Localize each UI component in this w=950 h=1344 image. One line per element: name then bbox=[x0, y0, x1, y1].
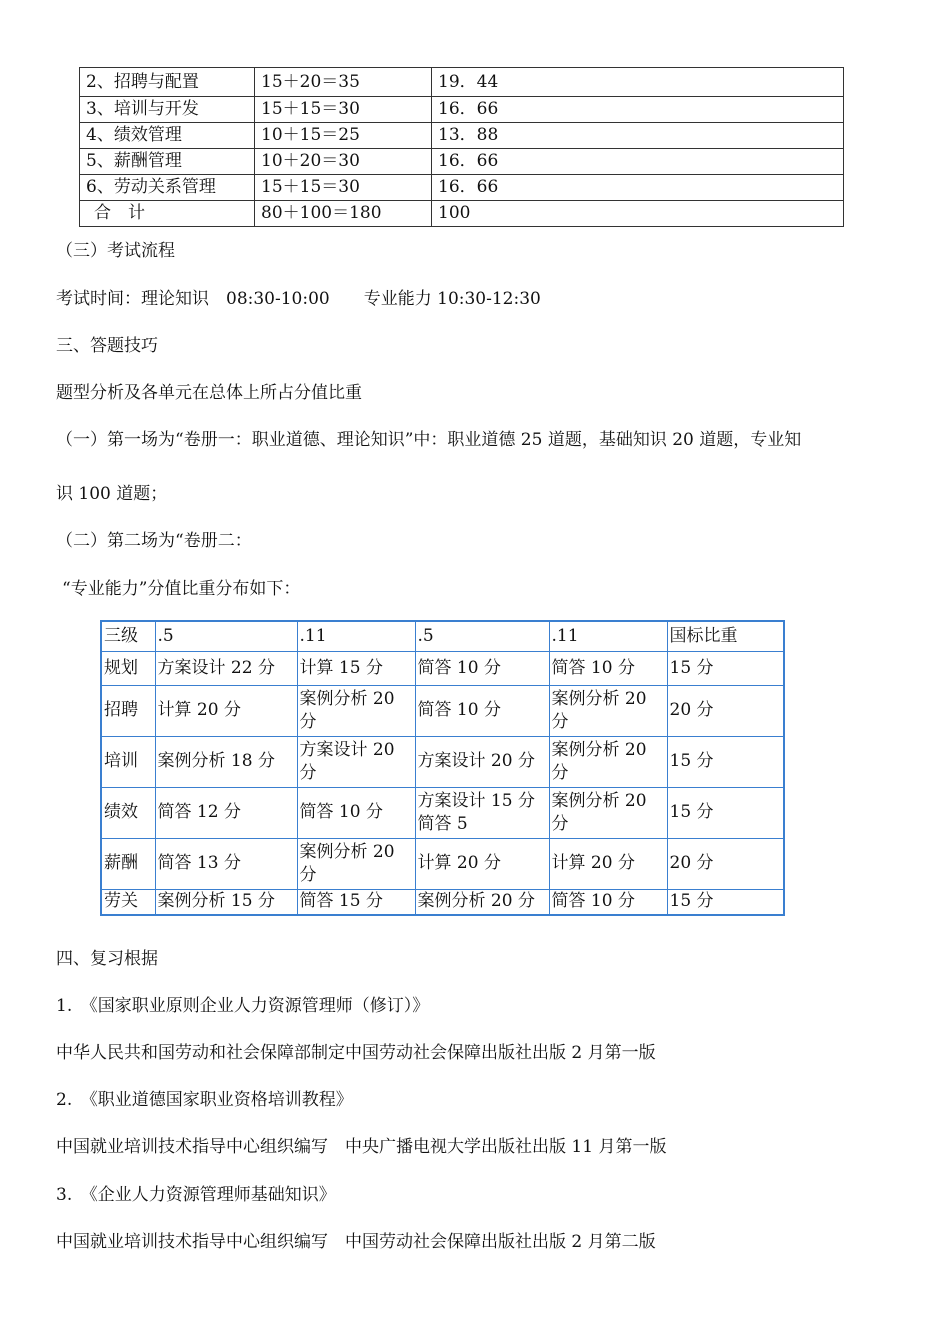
table-cell: 方案设计 15 分 简答 5 bbox=[415, 787, 549, 838]
table-cell: 16．66 bbox=[432, 97, 844, 123]
table-cell: 案例分析 15 分 bbox=[155, 889, 297, 915]
table-row bbox=[101, 838, 784, 889]
reference-3-desc: 中国就业培训技术指导中心组织编写 中国劳动社会保障出版社出版 2 月第二版 bbox=[56, 1232, 656, 1252]
table-cell: 案例分析 18 分 bbox=[155, 736, 297, 787]
heading-exam-flow: （三）考试流程 bbox=[56, 241, 175, 261]
table-row bbox=[80, 149, 844, 175]
reference-1-title: 1. 《国家职业原则企业人力资源管理师（修订）》 bbox=[56, 996, 430, 1016]
table-row bbox=[101, 651, 784, 685]
table-cell: 绩效 bbox=[101, 787, 155, 838]
table-cell: 4、绩效管理 bbox=[80, 123, 255, 149]
reference-2-title: 2. 《职业道德国家职业资格培训教程》 bbox=[56, 1090, 353, 1110]
table-row bbox=[101, 889, 784, 915]
table-cell: 15 分 bbox=[667, 787, 784, 838]
table-cell: 80＋100＝180 bbox=[255, 201, 432, 227]
table-cell: 简答 15 分 bbox=[297, 889, 415, 915]
table-cell: 10＋20＝30 bbox=[255, 149, 432, 175]
table-cell: 培训 bbox=[101, 736, 155, 787]
table-cell: 简答 10 分 bbox=[415, 685, 549, 736]
table-header-cell: .11 bbox=[549, 621, 667, 651]
table-cell: 薪酬 bbox=[101, 838, 155, 889]
table-cell: 15 分 bbox=[667, 889, 784, 915]
heading-review-basis: 四、复习根据 bbox=[56, 949, 158, 969]
table-cell: 案例分析 20 分 bbox=[549, 787, 667, 838]
table-cell: 方案设计 22 分 bbox=[155, 651, 297, 685]
table-cell: 5、薪酬管理 bbox=[80, 149, 255, 175]
table-cell: 招聘 bbox=[101, 685, 155, 736]
table-cell: 劳关 bbox=[101, 889, 155, 915]
table-cell: 13．88 bbox=[432, 123, 844, 149]
score-allocation-table bbox=[79, 67, 844, 227]
table-cell: 合 计 bbox=[80, 201, 255, 227]
reference-2-desc: 中国就业培训技术指导中心组织编写 中央广播电视大学出版社出版 11 月第一版 bbox=[56, 1137, 667, 1157]
table-row bbox=[80, 123, 844, 149]
ability-score-table bbox=[100, 620, 785, 916]
second-session-text: （二）第二场为“卷册二： bbox=[56, 531, 252, 551]
table-cell: 计算 20 分 bbox=[155, 685, 297, 736]
table-header-cell: 国标比重 bbox=[667, 621, 784, 651]
heading-answer-tips: 三、答题技巧 bbox=[56, 336, 158, 356]
table-cell: 20 分 bbox=[667, 685, 784, 736]
table-cell: 20 分 bbox=[667, 838, 784, 889]
table-cell: 简答 12 分 bbox=[155, 787, 297, 838]
table-cell: 15＋15＝30 bbox=[255, 175, 432, 201]
table-row bbox=[80, 97, 844, 123]
table-cell: 15 分 bbox=[667, 651, 784, 685]
table-cell: 15＋15＝30 bbox=[255, 97, 432, 123]
table-cell: 15＋20＝35 bbox=[255, 68, 432, 97]
analysis-text: 题型分析及各单元在总体上所占分值比重 bbox=[56, 383, 362, 403]
table-cell: 计算 20 分 bbox=[549, 838, 667, 889]
table-cell: 16．66 bbox=[432, 175, 844, 201]
exam-time-text: 考试时间：理论知识 08:30-10:00 专业能力 10:30-12:30 bbox=[56, 289, 541, 309]
reference-3-title: 3. 《企业人力资源管理师基础知识》 bbox=[56, 1185, 336, 1205]
table-header-cell: .11 bbox=[297, 621, 415, 651]
first-session-text: （一）第一场为“卷册一：职业道德、理论知识”中：职业道德 25 道题，基础知识 20 道题，专业知 bbox=[56, 430, 802, 450]
ability-intro-text: “专业能力”分值比重分布如下： bbox=[62, 579, 301, 599]
table-header-row bbox=[101, 621, 784, 651]
table-cell: 简答 13 分 bbox=[155, 838, 297, 889]
table-cell: 简答 10 分 bbox=[415, 651, 549, 685]
table-header-cell: 三级 bbox=[101, 621, 155, 651]
first-session-text-cont: 识 100 道题； bbox=[56, 484, 168, 504]
table-cell: 2、招聘与配置 bbox=[80, 68, 255, 97]
table-row bbox=[101, 685, 784, 736]
table-row bbox=[80, 68, 844, 97]
table-row bbox=[101, 736, 784, 787]
table-cell: 15 分 bbox=[667, 736, 784, 787]
table-cell: 简答 10 分 bbox=[549, 889, 667, 915]
table-cell: 规划 bbox=[101, 651, 155, 685]
table-cell: 案例分析 20 分 bbox=[297, 838, 415, 889]
table-cell: 10＋15＝25 bbox=[255, 123, 432, 149]
table-header-cell: .5 bbox=[415, 621, 549, 651]
table-cell: 6、劳动关系管理 bbox=[80, 175, 255, 201]
reference-1-desc: 中华人民共和国劳动和社会保障部制定中国劳动社会保障出版社出版 2 月第一版 bbox=[56, 1043, 656, 1063]
table-cell: 案例分析 20 分 bbox=[549, 685, 667, 736]
table-row bbox=[80, 201, 844, 227]
table-cell: 计算 20 分 bbox=[415, 838, 549, 889]
table-cell: 3、培训与开发 bbox=[80, 97, 255, 123]
table-cell: 简答 10 分 bbox=[549, 651, 667, 685]
table-cell: 方案设计 20 分 bbox=[415, 736, 549, 787]
table-cell: 计算 15 分 bbox=[297, 651, 415, 685]
table-cell: 简答 10 分 bbox=[297, 787, 415, 838]
table-cell: 案例分析 20 分 bbox=[415, 889, 549, 915]
table-cell: 方案设计 20 分 bbox=[297, 736, 415, 787]
table-cell: 案例分析 20 分 bbox=[297, 685, 415, 736]
table-cell: 100 bbox=[432, 201, 844, 227]
table-row bbox=[80, 175, 844, 201]
table-cell: 19．44 bbox=[432, 68, 844, 97]
table-row bbox=[101, 787, 784, 838]
table-cell: 16．66 bbox=[432, 149, 844, 175]
table-cell: 案例分析 20 分 bbox=[549, 736, 667, 787]
table-header-cell: .5 bbox=[155, 621, 297, 651]
